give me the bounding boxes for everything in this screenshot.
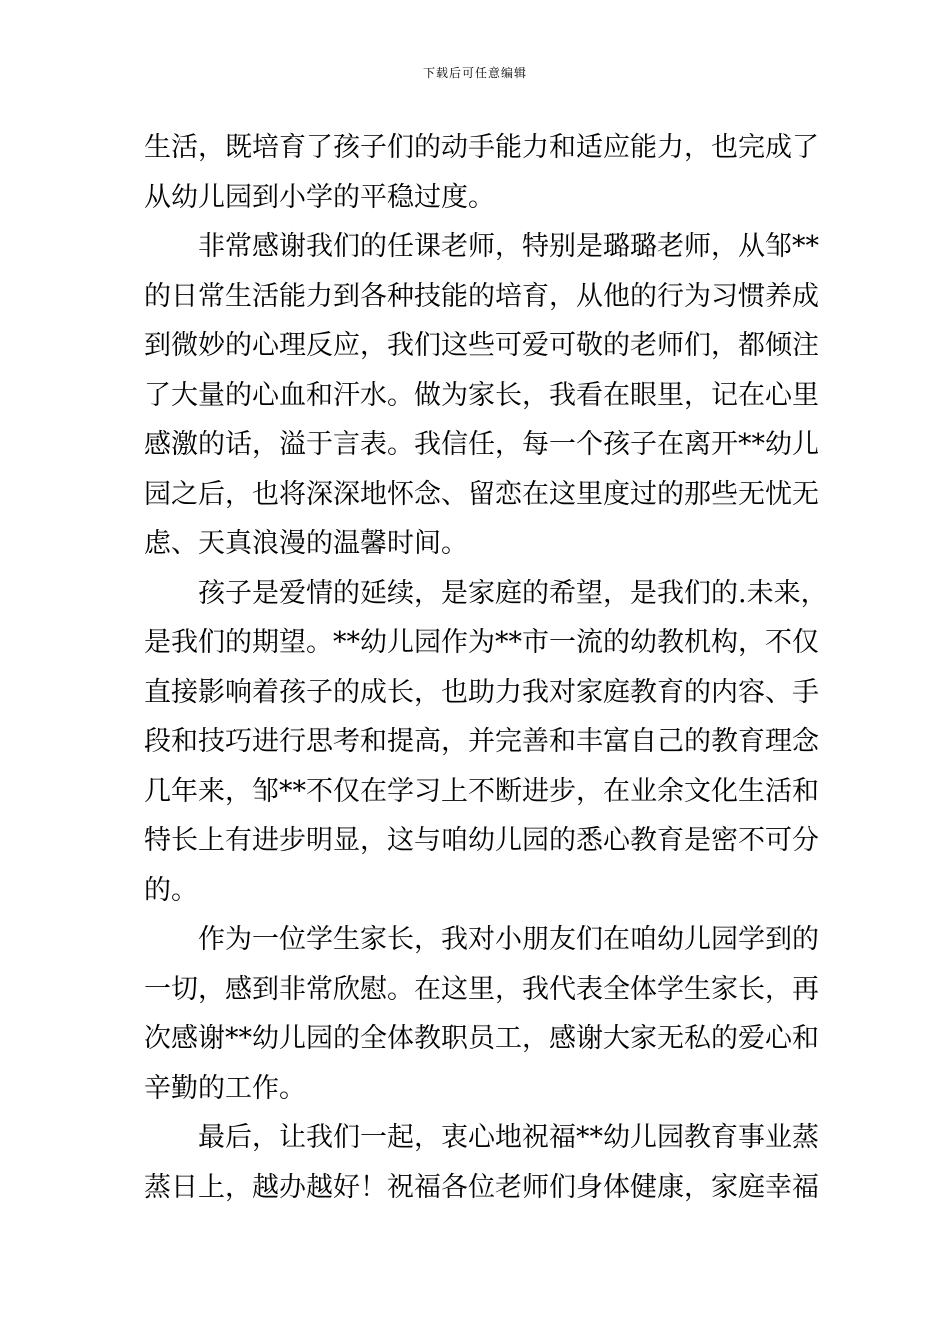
text-line: 一切，感到非常欣慰。在这里，我代表全体学生家长，再 — [144, 973, 819, 1005]
text-line: 的日常生活能力到各种技能的培育，从他的行为习惯养成 — [144, 280, 819, 312]
text-line: 最后，让我们一起，衷心地祝福**幼儿园教育事业蒸 — [198, 1122, 819, 1153]
text-line: 几年来，邹**不仅在学习上不断进步，在业余文化生活和 — [144, 775, 819, 807]
text-line: 是我们的期望。**幼儿园作为**市一流的幼教机构，不仅 — [144, 627, 819, 658]
page-header: 下载后可任意编辑 — [422, 66, 527, 80]
document-body — [144, 123, 828, 1212]
text-line: 孩子是爱情的延续，是家庭的希望，是我们的.未来， — [198, 577, 828, 609]
text-line: 生活，既培育了孩子们的动手能力和适应能力，也完成了 — [144, 132, 819, 163]
text-line: 特长上有进步明显，这与咱幼儿园的悉心教育是密不可分 — [144, 825, 819, 856]
text-line: 蒸日上，越办越好！祝福各位老师们身体健康，家庭幸福 — [144, 1171, 819, 1203]
text-line: 到微妙的心理反应，我们这些可爱可敬的老师们，都倾注 — [144, 330, 819, 361]
text-line: 作为一位学生家长，我对小朋友们在咱幼儿园学到的 — [198, 924, 819, 955]
text-line: 非常感谢我们的任课老师，特别是璐璐老师，从邹** — [198, 231, 819, 262]
text-line: 辛勤的工作。 — [144, 1072, 306, 1104]
text-line: 园之后，也将深深地怀念、留恋在这里度过的那些无忧无 — [144, 478, 819, 510]
text-line: 了大量的心血和汗水。做为家长，我看在眼里，记在心里 — [144, 379, 819, 411]
text-line: 感激的话，溢于言表。我信任，每一个孩子在离开**幼儿 — [144, 429, 819, 460]
text-line: 的。 — [144, 874, 198, 906]
text-line: 虑、天真浪漫的温馨时间。 — [144, 528, 468, 559]
text-line: 直接影响着孩子的成长，也助力我对家庭教育的内容、手 — [144, 676, 819, 708]
text-line: 次感谢**幼儿园的全体教职员工，感谢大家无私的爱心和 — [144, 1023, 819, 1054]
text-line: 从幼儿园到小学的平稳过度。 — [144, 181, 495, 213]
text-line: 段和技巧进行思考和提高，并完善和丰富自己的教育理念 — [144, 726, 819, 757]
